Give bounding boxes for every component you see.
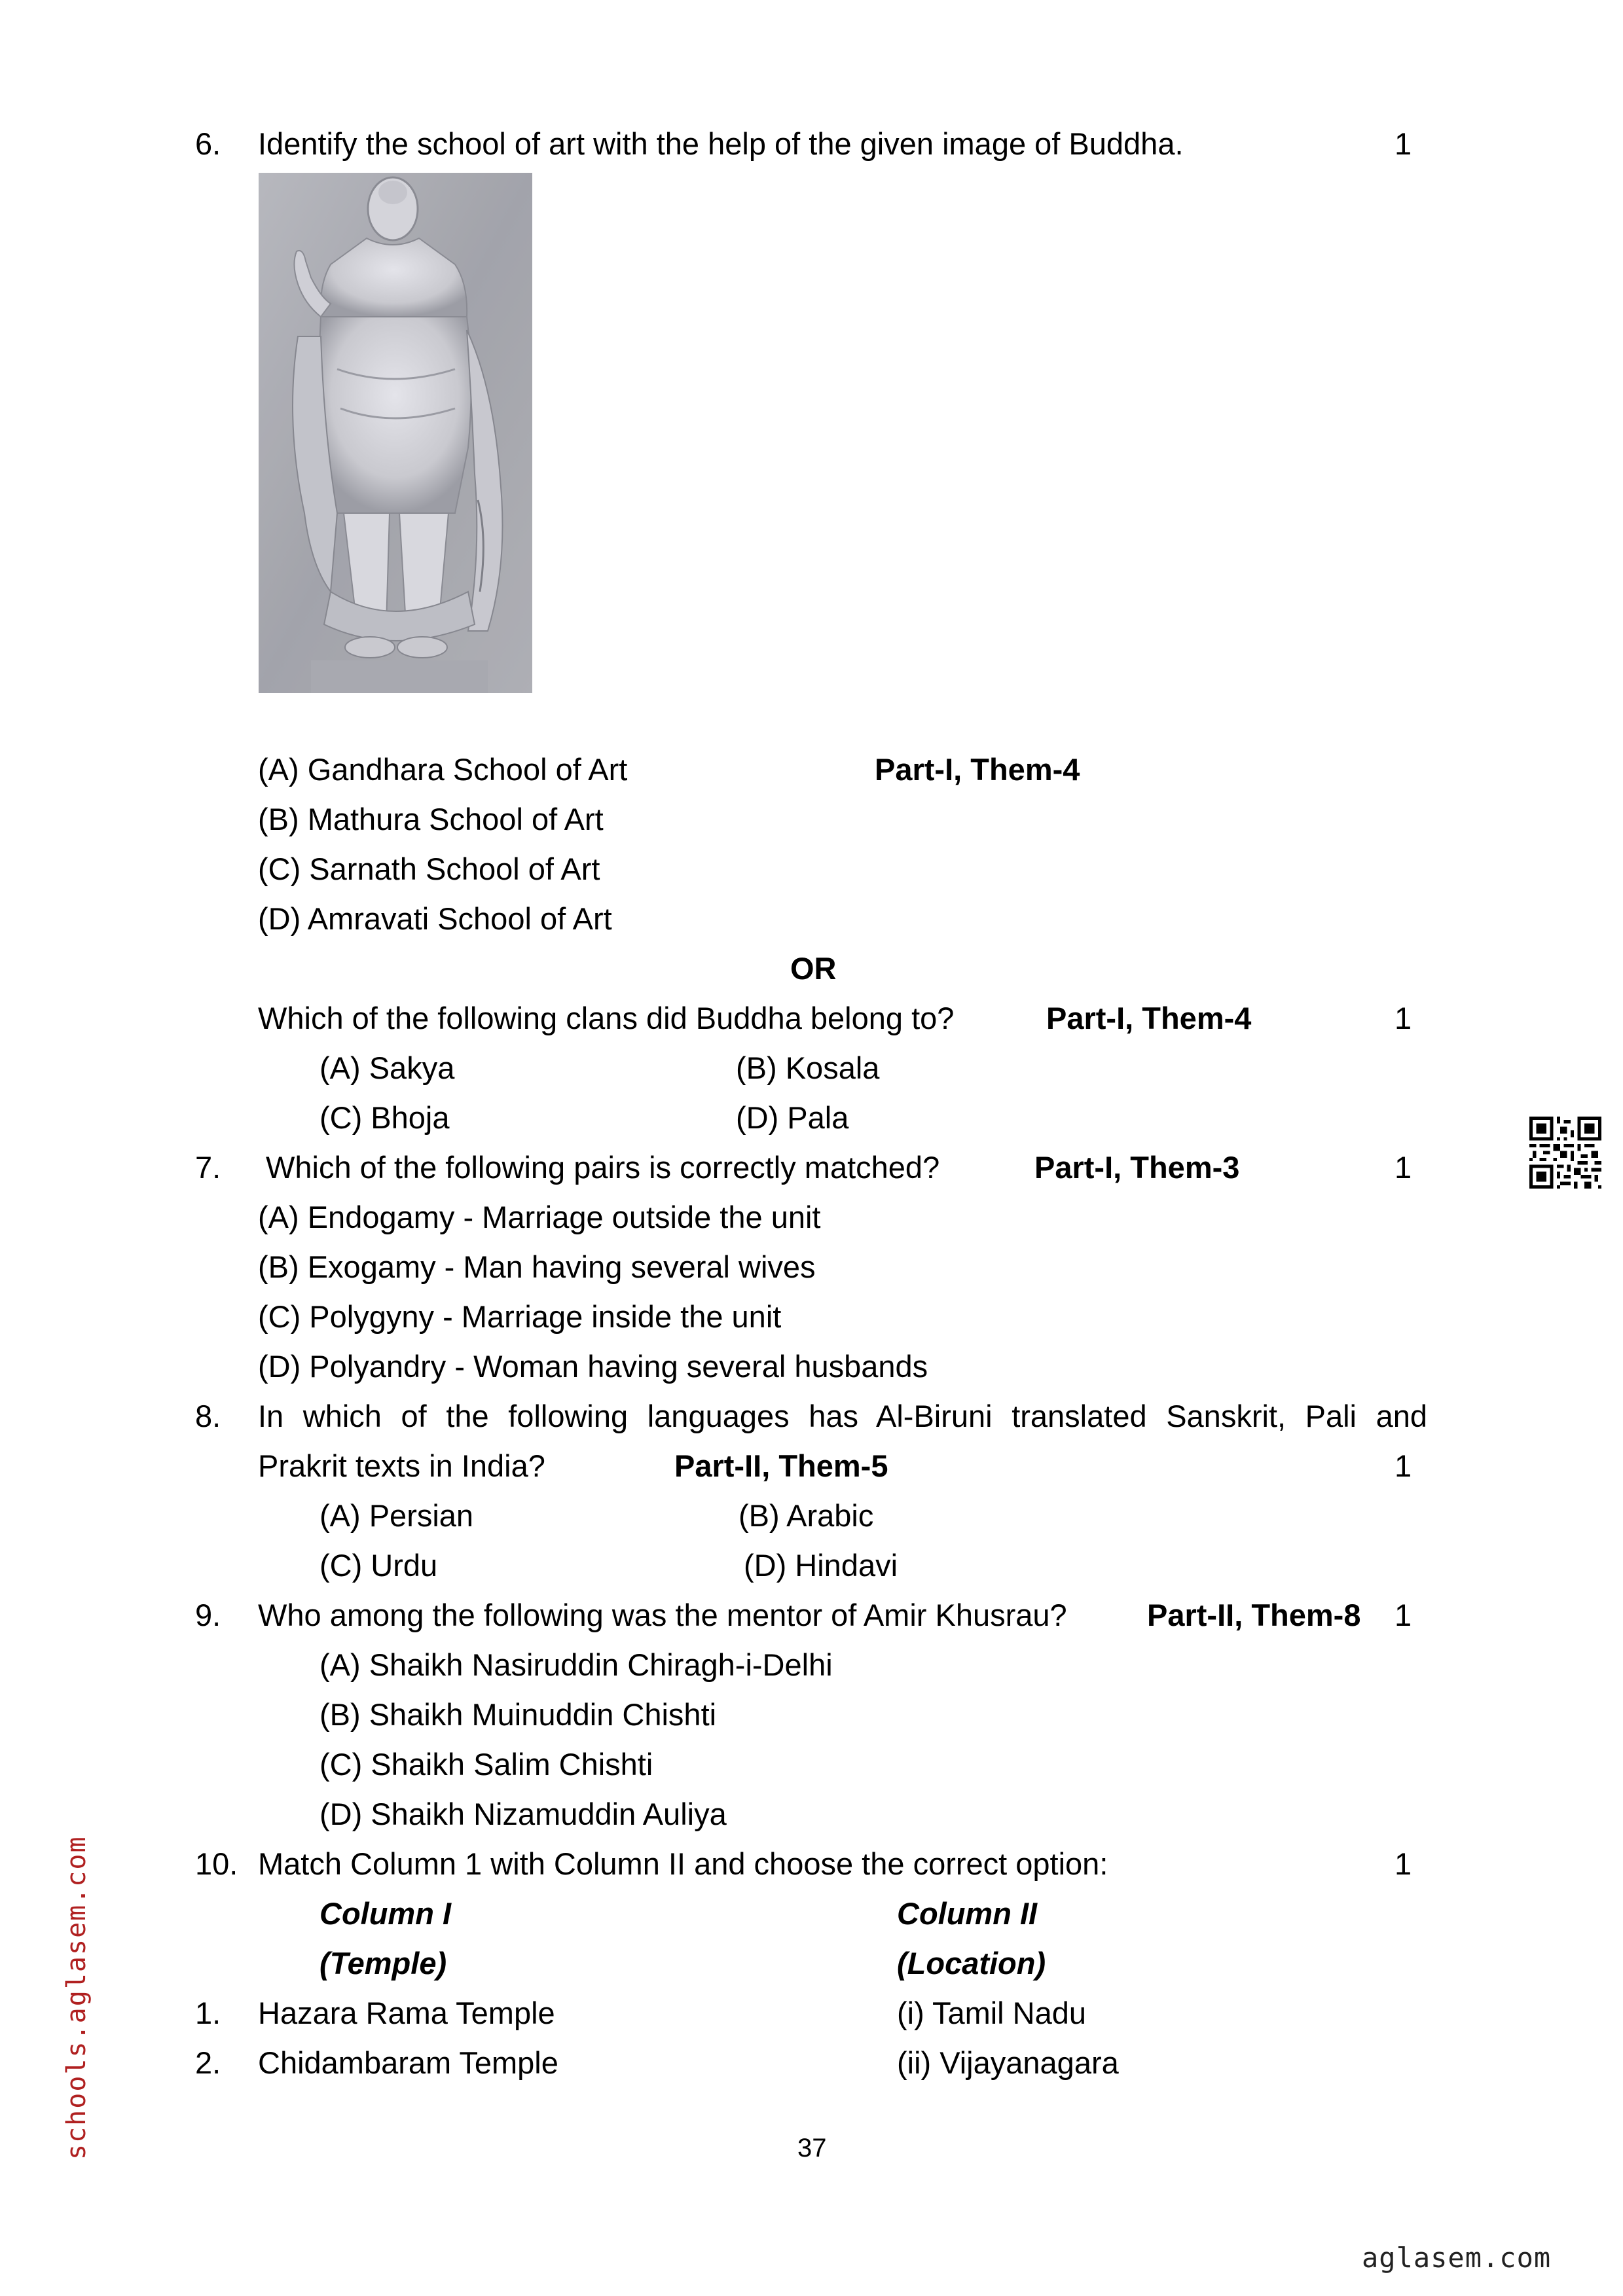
- q8-number: 8.: [195, 1399, 221, 1433]
- column-2-heading: Column II: [897, 1896, 1038, 1931]
- q6-alt-text: Which of the following clans did Buddha belong to?: [258, 1001, 955, 1035]
- q6-option-a: (A) Gandhara School of Art: [258, 752, 628, 787]
- column-1-heading: Column I: [319, 1896, 452, 1931]
- or-separator: OR: [790, 951, 837, 986]
- q7-number: 7.: [195, 1150, 221, 1185]
- q7-option-b: (B) Exogamy - Man having several wives: [258, 1249, 816, 1284]
- q6-alt-option-c: (C) Bhoja: [319, 1100, 450, 1135]
- column-2-subheading: (Location): [897, 1946, 1046, 1981]
- column-1-subheading: (Temple): [319, 1946, 447, 1981]
- bottom-watermark: aglasem.com: [1362, 2242, 1552, 2274]
- q8-option-b: (B) Arabic: [739, 1498, 874, 1533]
- match-row-location: (ii) Vijayanagara: [897, 2045, 1119, 2080]
- side-watermark: schools.aglasem.com: [62, 1835, 92, 2160]
- q9-theme-tag: Part-II, Them-8: [1147, 1598, 1361, 1632]
- q9-text: Who among the following was the mentor of Amir Khusrau?: [258, 1598, 1067, 1632]
- q8-theme-tag: Part-II, Them-5: [674, 1448, 888, 1483]
- q6-theme-tag: Part-I, Them-4: [875, 752, 1080, 787]
- q7-option-d: (D) Polyandry - Woman having several husbands: [258, 1349, 928, 1384]
- q9-option-a: (A) Shaikh Nasiruddin Chiragh-i-Delhi: [319, 1647, 833, 1682]
- match-row-location: (i) Tamil Nadu: [897, 1996, 1087, 2030]
- q9-number: 9.: [195, 1598, 221, 1632]
- q8-option-c: (C) Urdu: [319, 1548, 438, 1583]
- q8-text-line1: In which of the following languages has Al-Biruni translated Sanskrit, Pali and: [258, 1399, 1427, 1433]
- q6-number: 6.: [195, 126, 221, 161]
- q10-text: Match Column 1 with Column II and choose the correct option:: [258, 1846, 1108, 1881]
- q6-option-c: (C) Sarnath School of Art: [258, 852, 600, 886]
- q7-theme-tag: Part-I, Them-3: [1034, 1150, 1240, 1185]
- match-row-number: 1.: [195, 1996, 221, 2030]
- q7-text: Which of the following pairs is correctly matched?: [266, 1150, 940, 1185]
- q10-marks: 1: [1395, 1846, 1412, 1881]
- q8-option-d: (D) Hindavi: [744, 1548, 898, 1583]
- buddha-statue-image: [259, 173, 532, 693]
- q9-option-c: (C) Shaikh Salim Chishti: [319, 1747, 653, 1782]
- q6-text: Identify the school of art with the help of the given image of Buddha.: [258, 126, 1184, 161]
- q6-alt-marks: 1: [1395, 1001, 1412, 1035]
- q9-option-b: (B) Shaikh Muinuddin Chishti: [319, 1697, 717, 1732]
- q6-option-b: (B) Mathura School of Art: [258, 802, 604, 836]
- q7-option-a: (A) Endogamy - Marriage outside the unit: [258, 1200, 821, 1234]
- q6-alt-theme-tag: Part-I, Them-4: [1046, 1001, 1252, 1035]
- q6-alt-option-b: (B) Kosala: [736, 1050, 880, 1085]
- q10-number: 10.: [195, 1846, 238, 1881]
- q9-marks: 1: [1395, 1598, 1412, 1632]
- page-number: 37: [797, 2134, 827, 2162]
- q8-option-a: (A) Persian: [319, 1498, 474, 1533]
- q6-alt-option-d: (D) Pala: [736, 1100, 849, 1135]
- match-row-temple: Hazara Rama Temple: [258, 1996, 555, 2030]
- q8-marks: 1: [1395, 1448, 1412, 1483]
- match-row-temple: Chidambaram Temple: [258, 2045, 558, 2080]
- q9-option-d: (D) Shaikh Nizamuddin Auliya: [319, 1797, 727, 1831]
- q8-text-line2: Prakrit texts in India?: [258, 1448, 545, 1483]
- q6-alt-option-a: (A) Sakya: [319, 1050, 455, 1085]
- q7-marks: 1: [1395, 1150, 1412, 1185]
- qr-code-icon: [1529, 1117, 1601, 1189]
- q6-option-d: (D) Amravati School of Art: [258, 901, 612, 936]
- q7-option-c: (C) Polygyny - Marriage inside the unit: [258, 1299, 782, 1334]
- match-row-number: 2.: [195, 2045, 221, 2080]
- q6-marks: 1: [1395, 126, 1412, 161]
